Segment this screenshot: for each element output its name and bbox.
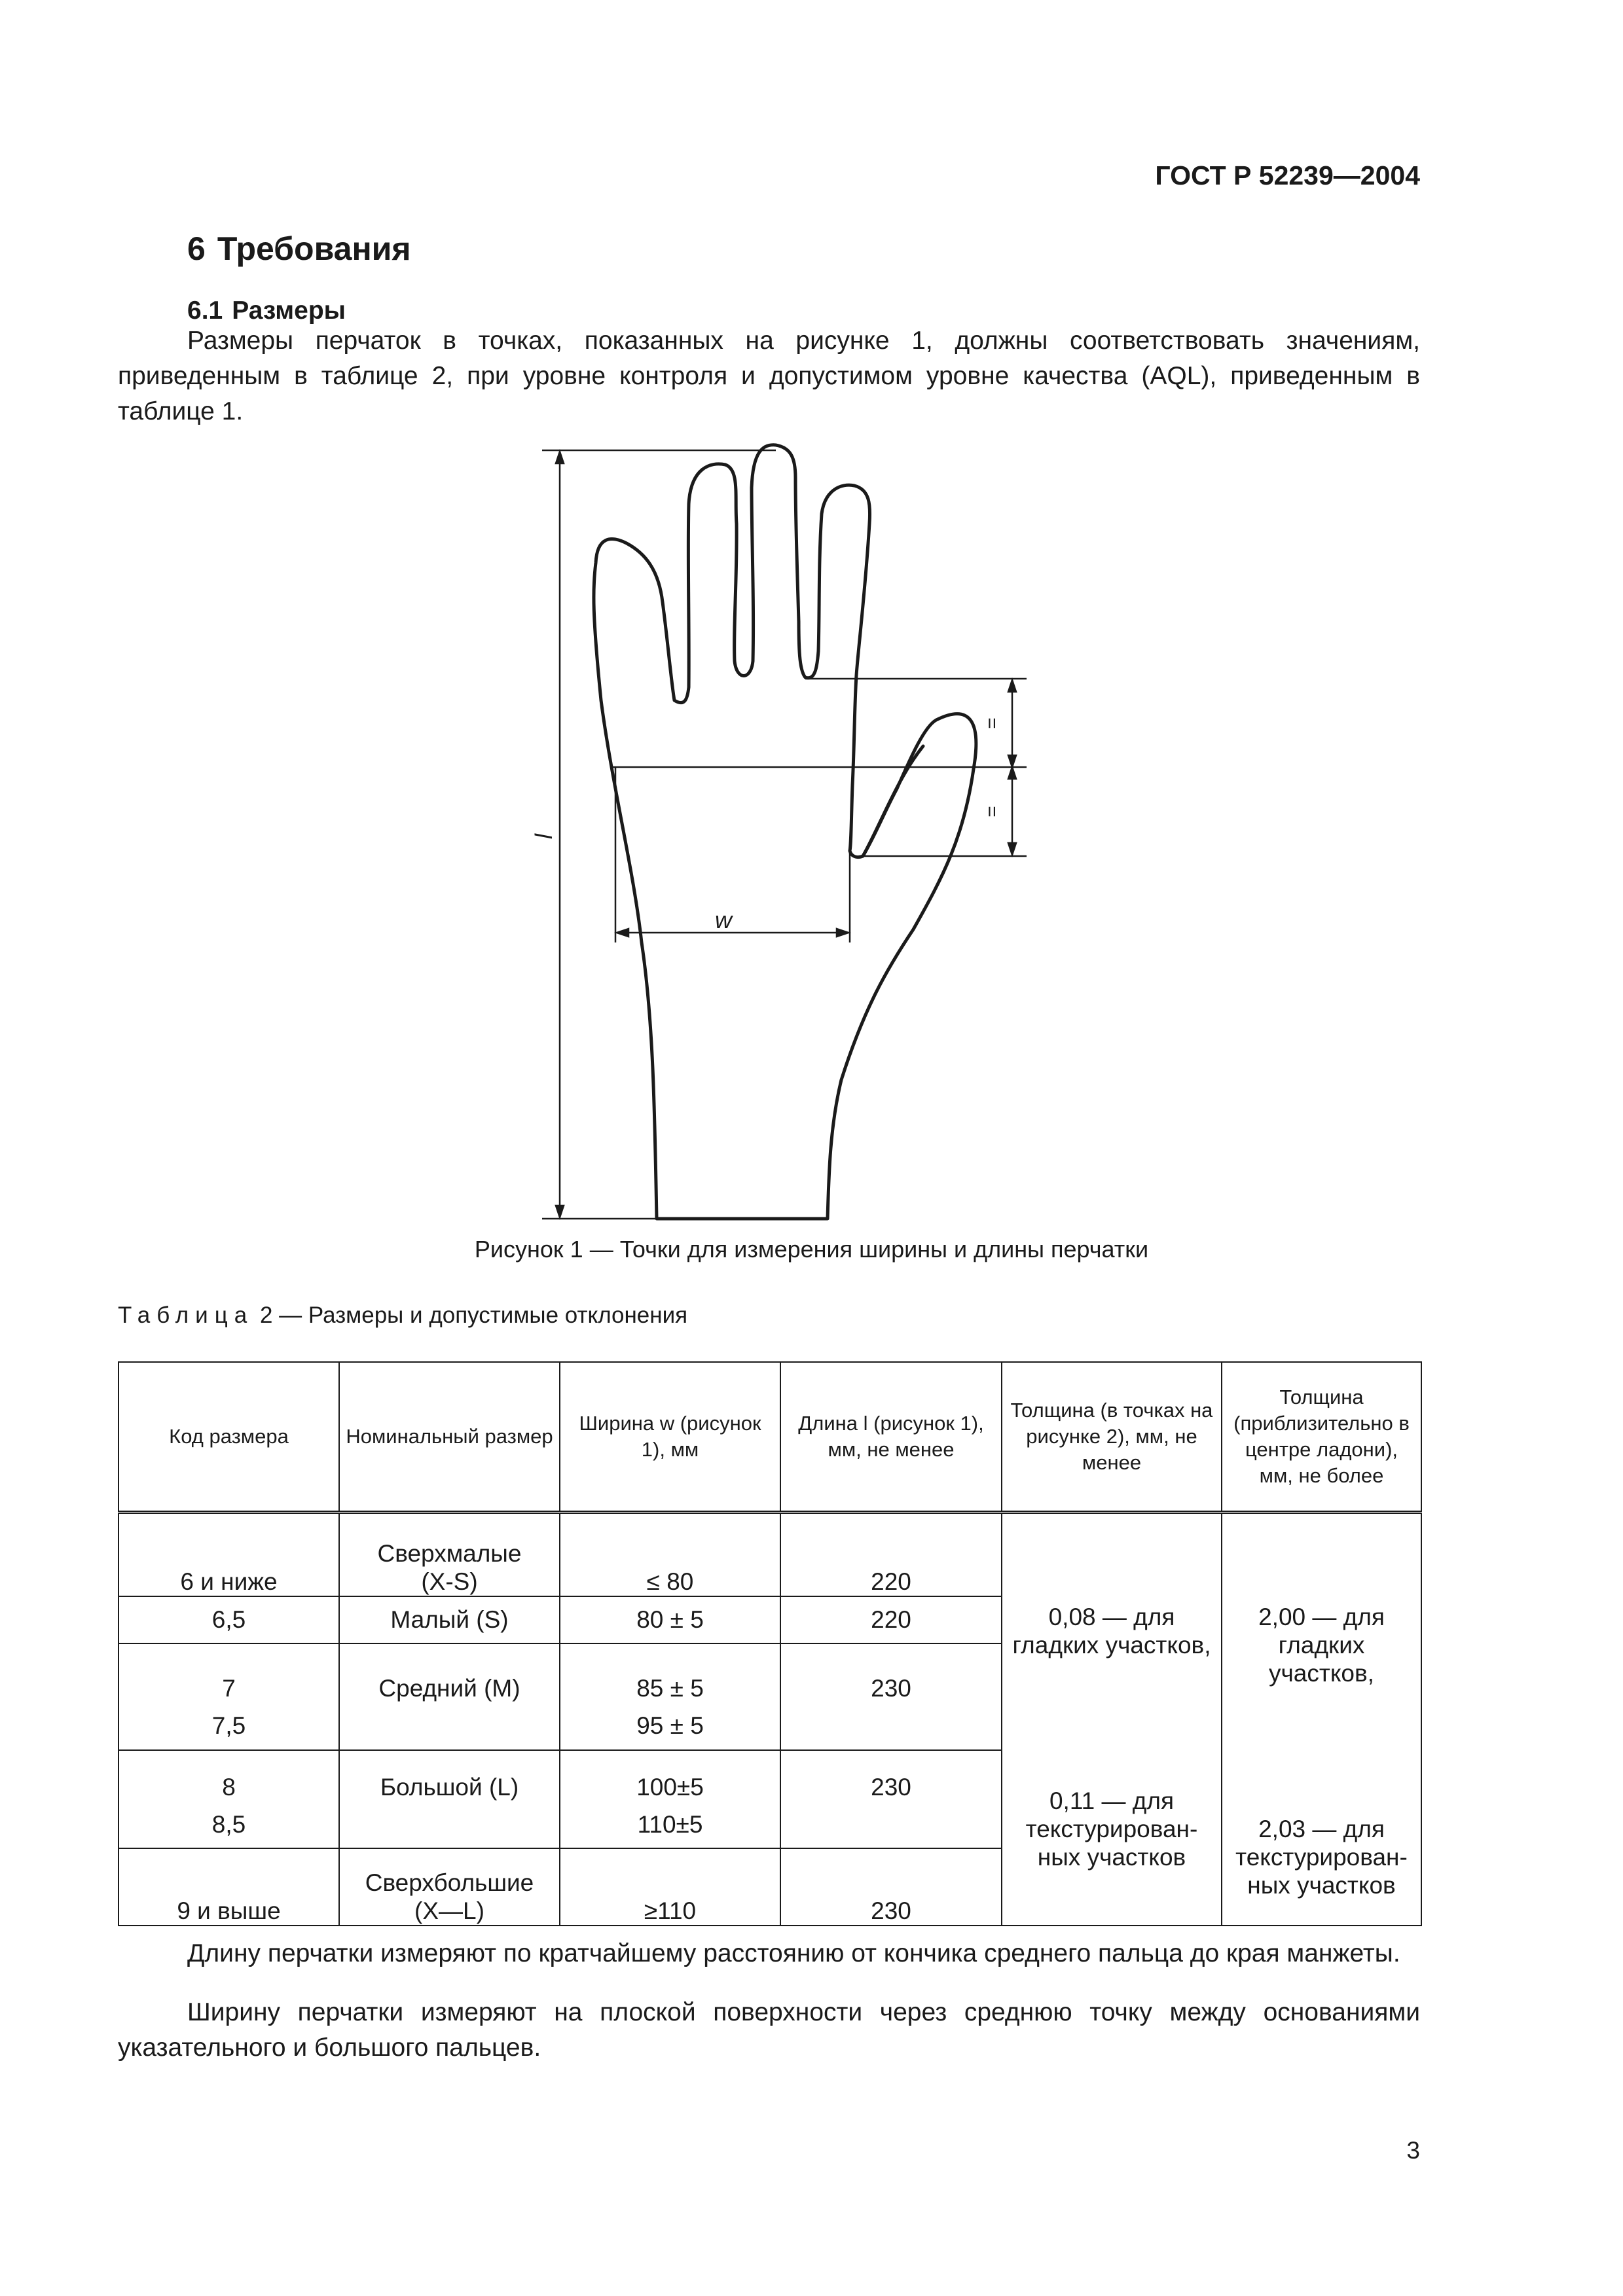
cell-thickness-min [1002, 1513, 1222, 1926]
table-header-row [119, 1362, 1421, 1513]
subsection-heading [187, 296, 346, 325]
cell-size-line2: (X-S) [421, 1568, 478, 1595]
eq-arrow-4 [1008, 843, 1016, 855]
figure-caption: Рисунок 1 — Точки для измерения ширины и длины перчатки [474, 1236, 1149, 1263]
cell-width: 80 ± 5 [560, 1596, 780, 1643]
cell-length: 230 [780, 1848, 1002, 1926]
glove-outline [594, 445, 976, 1219]
eq-arrow-3 [1008, 767, 1016, 779]
equal-sign-top: = [981, 717, 1003, 729]
section-heading [187, 230, 411, 268]
header-thickness-min: Толщина (в точках на рисунке 2), мм, не менее [1002, 1362, 1222, 1513]
sizes-table [118, 1361, 1422, 1926]
cell-length: 220 [780, 1513, 1002, 1596]
cell-size-line2: (X—L) [414, 1897, 484, 1924]
header-length: Длина l (рисунок 1), мм, не менее [780, 1362, 1002, 1513]
cell-width: 110±5 [560, 1801, 780, 1848]
cell-size [339, 1848, 560, 1926]
thickness-max-textured-3: ных участков [1247, 1872, 1396, 1899]
cell-width: ≥110 [560, 1848, 780, 1926]
cell-width: ≤ 80 [560, 1513, 780, 1596]
subsection-number: 6.1 [187, 296, 223, 325]
equal-sign-bottom: = [981, 806, 1003, 817]
cell-code: 7 [119, 1643, 339, 1702]
table-row [119, 1513, 1421, 1596]
cell-code: 8,5 [119, 1801, 339, 1848]
thickness-min-textured-3: ных участков [1037, 1844, 1186, 1871]
cell-size [339, 1513, 560, 1596]
length-arrow-top [556, 452, 564, 463]
thickness-max-smooth-1: 2,00 — для [1258, 1604, 1385, 1630]
table-caption [118, 1302, 687, 1329]
header-nominal-size: Номинальный размер [339, 1362, 560, 1513]
length-label: l [530, 834, 557, 839]
cell-length: 220 [780, 1596, 1002, 1643]
cell-width: 85 ± 5 [560, 1643, 780, 1702]
cell-width: 100±5 [560, 1750, 780, 1801]
cell-thickness-max [1222, 1513, 1421, 1926]
cell-code: 8 [119, 1750, 339, 1801]
header-width: Ширина w (рисунок 1), мм [560, 1362, 780, 1513]
cell-code: 6,5 [119, 1596, 339, 1643]
width-label: w [715, 906, 732, 933]
cell-length: 230 [780, 1643, 1002, 1702]
thickness-min-textured-1: 0,11 — для [1049, 1787, 1175, 1814]
cell-width: 95 ± 5 [560, 1702, 780, 1750]
thickness-min-smooth-2: гладких участков, [1012, 1632, 1211, 1659]
cell-size [339, 1702, 560, 1750]
cell-size: Средний (M) [339, 1643, 560, 1702]
cell-code: 7,5 [119, 1702, 339, 1750]
header-thickness-max: Толщина (приблизительно в центре ладони), мм, не более [1222, 1362, 1421, 1513]
standard-designation: ГОСТ Р 52239—2004 [1155, 160, 1420, 190]
length-arrow-bottom [556, 1206, 564, 1217]
cell-code: 9 и выше [119, 1848, 339, 1926]
cell-size-line1: Сверхмалые [377, 1539, 522, 1567]
glove-figure [511, 435, 1034, 1227]
cell-length [780, 1702, 1002, 1750]
table-caption-prefix: Таблица [118, 1302, 254, 1328]
cell-size: Малый (S) [339, 1596, 560, 1643]
cell-length [780, 1801, 1002, 1848]
subsection-title: Размеры [232, 296, 346, 325]
thickness-min-textured-2: текстурирован- [1025, 1816, 1198, 1842]
length-measurement-paragraph: Длину перчатки измеряют по кратчайшему расстоянию от кончика среднего пальца до края манжеты. [187, 1939, 1400, 1967]
section-title: Требования [217, 230, 411, 267]
width-measurement-paragraph: Ширину перчатки измеряют на плоской поверхности через среднюю точку между основаниями указательного и большого пальцев. [118, 1998, 1420, 2062]
cell-size-line1: Сверхбольшие [365, 1869, 534, 1896]
thickness-max-textured-1: 2,03 — для [1258, 1816, 1385, 1842]
cell-size [339, 1801, 560, 1848]
thickness-min-smooth-1: 0,08 — для [1048, 1604, 1175, 1630]
section-number: 6 [187, 230, 206, 267]
width-arrow-right [837, 929, 848, 937]
page-number: 3 [1406, 2137, 1420, 2164]
table-caption-text: 2 — Размеры и допустимые отклонения [259, 1302, 688, 1328]
thickness-max-smooth-2: гладких участков, [1269, 1632, 1374, 1687]
thickness-max-textured-2: текстурирован- [1235, 1844, 1408, 1871]
intro-paragraph: Размеры перчаток в точках, показанных на рисунке 1, должны соответствовать значениям, приведенным в таблице 2, при уровне контроля и допустимом уровне качества (AQL), приведенным в таблице 1. [118, 327, 1420, 425]
cell-size: Большой (L) [339, 1750, 560, 1801]
eq-arrow-1 [1008, 680, 1016, 692]
width-arrow-left [617, 929, 629, 937]
cell-code: 6 и ниже [119, 1513, 339, 1596]
header-size-code: Код размера [119, 1362, 339, 1513]
thumb-inner-line [863, 746, 923, 856]
cell-length: 230 [780, 1750, 1002, 1801]
